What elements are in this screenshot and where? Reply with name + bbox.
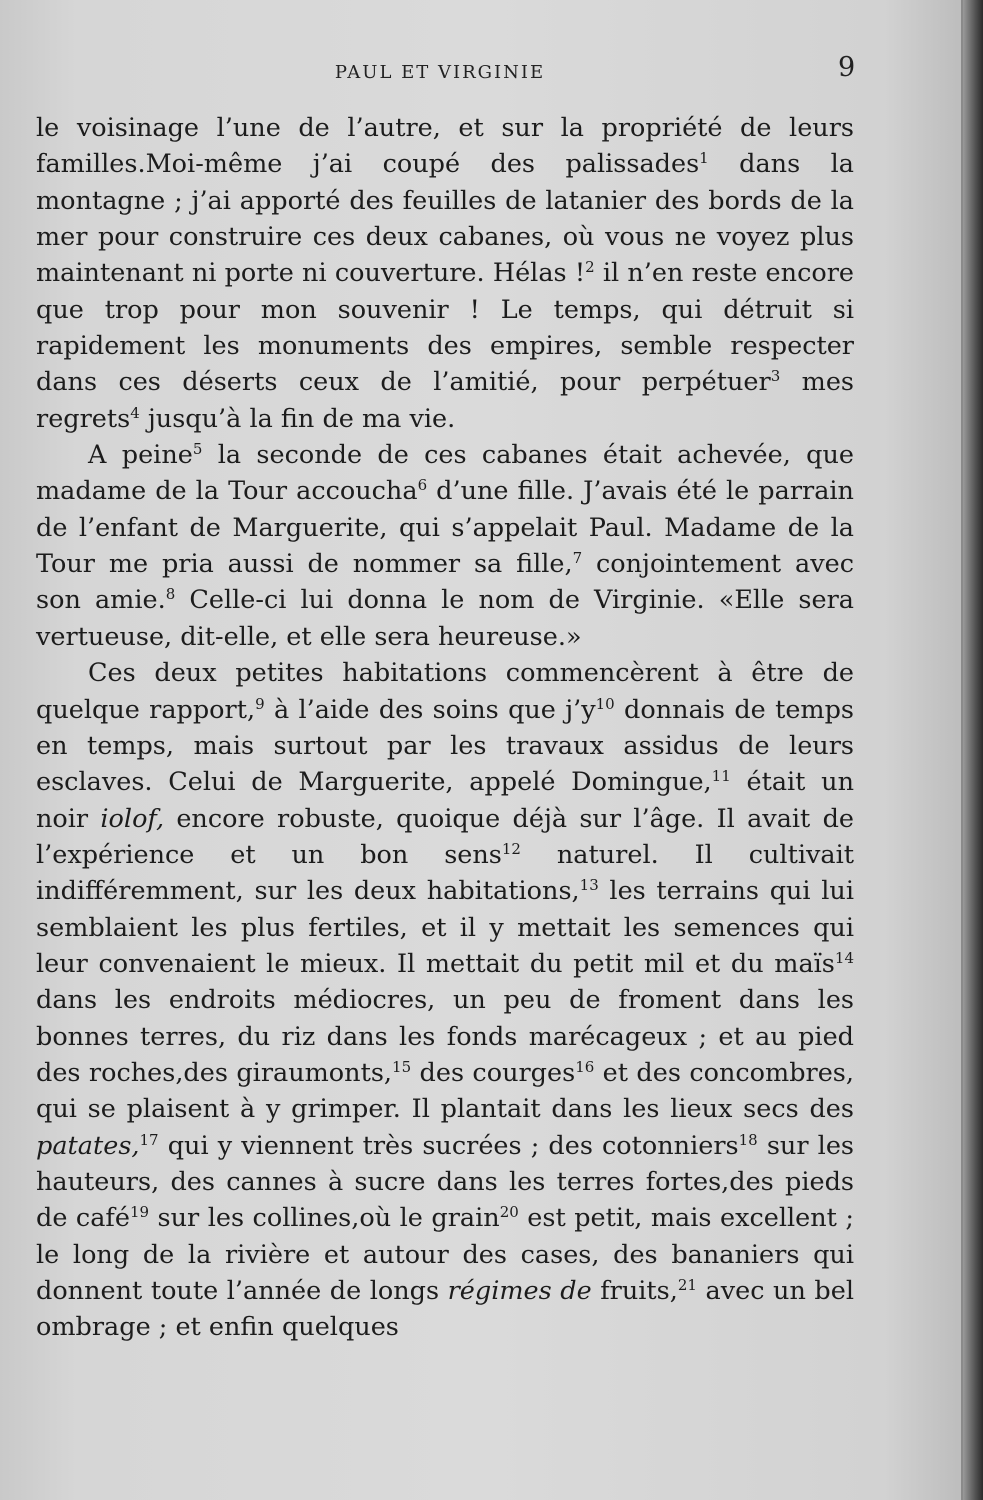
text-run: A peine — [88, 440, 193, 471]
footnote-marker: 8 — [165, 585, 176, 604]
text-run: naturel. Il cultivait indifféremment, sur les deux habitations, — [36, 839, 854, 907]
footnote-marker: 7 — [572, 549, 583, 568]
text-run: encore robuste, quoique déjà sur l’âge. Il avait de l’expérience et un bon sens — [36, 803, 854, 870]
text-run: Celle-ci lui donna le nom de Virginie. «Elle sera vertueuse, dit-elle, et elle sera heureuse.» — [36, 585, 855, 652]
text-run: des courges — [411, 1057, 576, 1088]
footnote-marker: 15 — [392, 1057, 412, 1076]
page-edge — [963, 0, 983, 1500]
footnote-marker: 20 — [499, 1203, 519, 1222]
footnote-marker: 2 — [585, 258, 595, 277]
running-title: PAUL ET VIRGINIE — [334, 62, 546, 83]
footnote-marker: 1 — [699, 149, 709, 168]
text-run: d’une fille. J’avais été le parrain de l’enfant de Marguerite, qui s’appelait Paul. Madame de la Tour me pria aussi de nommer sa fille, — [36, 476, 854, 580]
footnote-marker: 9 — [255, 694, 265, 713]
text-run: jusqu’à la fin de ma vie. — [139, 403, 456, 434]
text-run: avec un bel ombrage ; et enfin quelques — [36, 1276, 854, 1343]
paragraph — [36, 437, 854, 655]
text-run: il n’en reste encore que trop pour mon souvenir ! Le temps, qui détruit si rapidement les monuments des empires, semble respecter dans ces déserts ceux de l’amitié, pour perpétuer — [36, 258, 854, 398]
italic-text: régimes de — [447, 1276, 592, 1306]
footnote-marker: 17 — [139, 1130, 159, 1149]
footnote-marker: 19 — [129, 1203, 150, 1222]
footnote-marker: 10 — [595, 694, 615, 713]
text-run: fruits, — [591, 1276, 678, 1306]
footnote-marker: 4 — [130, 403, 140, 422]
footnote-marker: 14 — [834, 948, 854, 967]
footnote-marker: 12 — [501, 839, 521, 858]
body-text — [36, 110, 854, 1346]
text-run: mes regrets — [36, 367, 854, 434]
text-run: conjointement avec son amie. — [36, 549, 854, 616]
text-run: dans les endroits médiocres, un peu de froment dans les bonnes terres, du riz dans les fonds marécageux ; et au pied des roches,des giraumonts, — [36, 985, 854, 1088]
footnote-marker: 5 — [192, 440, 203, 459]
text-run: et des concombres, qui se plaisent à y grimper. Il plantait dans les lieux secs des — [36, 1057, 854, 1125]
footnote-marker: 18 — [738, 1130, 758, 1149]
footnote-marker: 3 — [770, 367, 781, 386]
footnote-marker: 11 — [711, 767, 731, 786]
text-run: sur les hauteurs, des cannes à sucre dans les terres fortes,des pieds de café — [36, 1130, 854, 1234]
text-run: sur les collines,où le grain — [149, 1203, 500, 1234]
text-run: donnais de temps en temps, mais surtout par les travaux assidus de leurs esclaves. Celui de Marguerite, appelé Domingue, — [36, 694, 854, 798]
page-number: 9 — [838, 52, 856, 83]
footnote-marker: 16 — [575, 1057, 595, 1076]
text-run: Ces deux petites habitations commencèrent à être de quelque rapport, — [36, 658, 854, 725]
paragraph — [36, 655, 854, 1346]
italic-text: iolof, — [100, 803, 165, 834]
italic-text: patates, — [36, 1130, 140, 1161]
text-run: qui y viennent très sucrées ; des cotonniers — [158, 1130, 739, 1161]
footnote-marker: 6 — [417, 476, 428, 495]
text-run: est petit, mais excellent ; le long de la rivière et autour des cases, des bananiers qui donnent toute l’année de longs — [36, 1203, 854, 1306]
paragraph — [36, 110, 854, 437]
footnote-marker: 13 — [579, 876, 599, 895]
text-run: le voisinage l’une de l’autre, et sur la propriété de leurs familles.Moi-même j’ai coupé des palissades — [36, 113, 854, 180]
text-run: était un noir — [36, 767, 854, 834]
text-run: dans la montagne ; j’ai apporté des feuilles de latanier des bords de la mer pour construire ces deux cabanes, où vous ne voyez plus maintenant ni porte ni couverture. Hélas ! — [36, 149, 854, 289]
text-run: les terrains qui lui semblaient les plus fertiles, et il y mettait les semences qui leur convenaient le mieux. Il mettait du petit mil et du maïs — [36, 876, 855, 979]
footnote-marker: 21 — [677, 1276, 697, 1294]
text-run: la seconde de ces cabanes était achevée, que madame de la Tour accoucha — [36, 440, 855, 507]
text-run: à l’aide des soins que j’y — [264, 694, 596, 725]
